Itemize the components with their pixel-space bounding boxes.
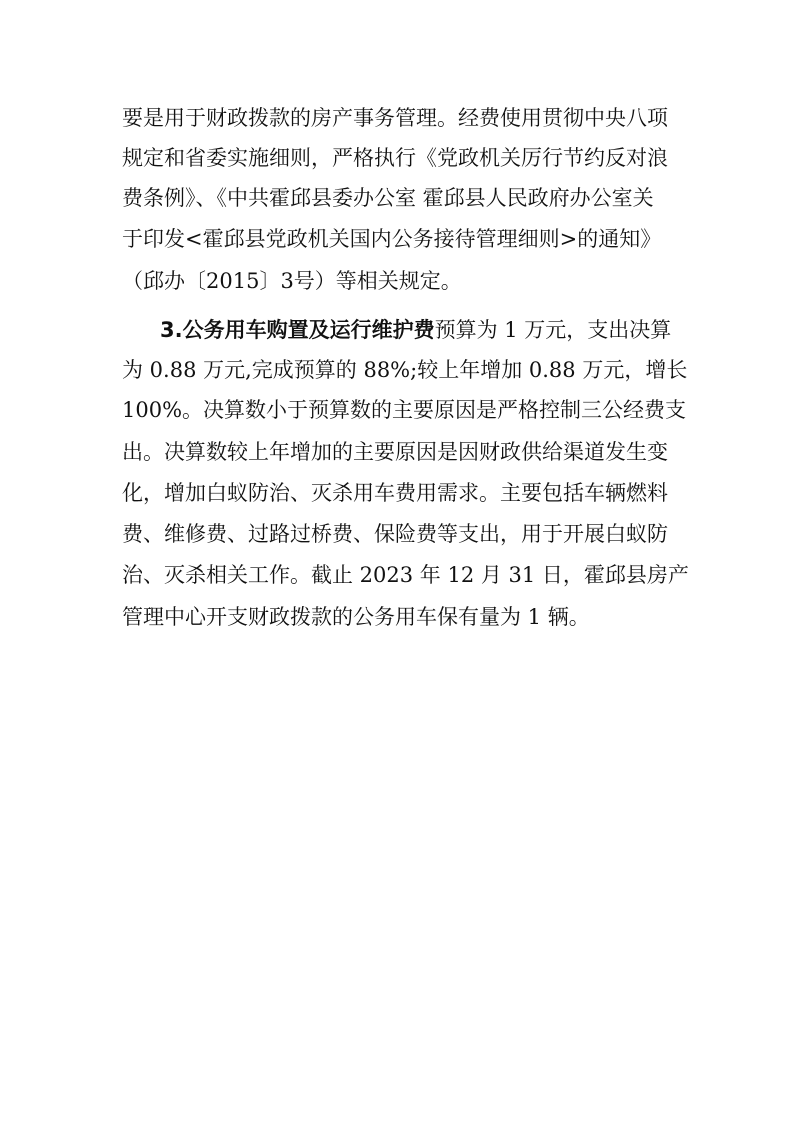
paragraph-2-line-2: 为 0.88 万元,完成预算的 88%;较上年增加 0.88 万元，增长 (122, 358, 688, 382)
paragraph-2-line-1-text: 预算为 1 万元，支出决算 (434, 318, 672, 342)
paragraph-2-line-7: 治、灭杀相关工作。截止 2023 年 12 月 31 日，霍邱县房产 (122, 563, 689, 587)
section-heading: 3.公务用车购置及运行维护费 (160, 318, 435, 342)
paragraph-2-line-1 (160, 314, 671, 346)
paragraph-2-line-5: 化，增加白蚁防治、灭杀用车费用需求。主要包括车辆燃料 (122, 481, 668, 505)
paragraph-1-line-1: 要是用于财政拨款的房产事务管理。经费使用贯彻中央八项 (122, 106, 668, 130)
paragraph-2-line-3: 100%。决算数小于预算数的主要原因是严格控制三公经费支 (122, 398, 687, 422)
paragraph-1-line-2: 规定和省委实施细则，严格执行《党政机关厉行节约反对浪 (122, 146, 668, 170)
paragraph-1-line-3: 费条例》、《中共霍邱县委办公室 霍邱县人民政府办公室关 (122, 186, 654, 210)
paragraph-2-line-6: 费、维修费、过路过桥费、保险费等支出，用于开展白蚁防 (122, 522, 668, 546)
paragraph-1-line-5: （邱办〔2015〕3号）等相关规定。 (122, 269, 462, 293)
paragraph-2-line-8: 管理中心开支财政拨款的公务用车保有量为 1 辆。 (122, 605, 590, 629)
paragraph-1-line-4: 于印发<霍邱县党政机关国内公务接待管理细则>的通知》 (122, 227, 662, 251)
paragraph-2-line-4: 出。决算数较上年增加的主要原因是因财政供给渠道发生变 (122, 440, 668, 464)
